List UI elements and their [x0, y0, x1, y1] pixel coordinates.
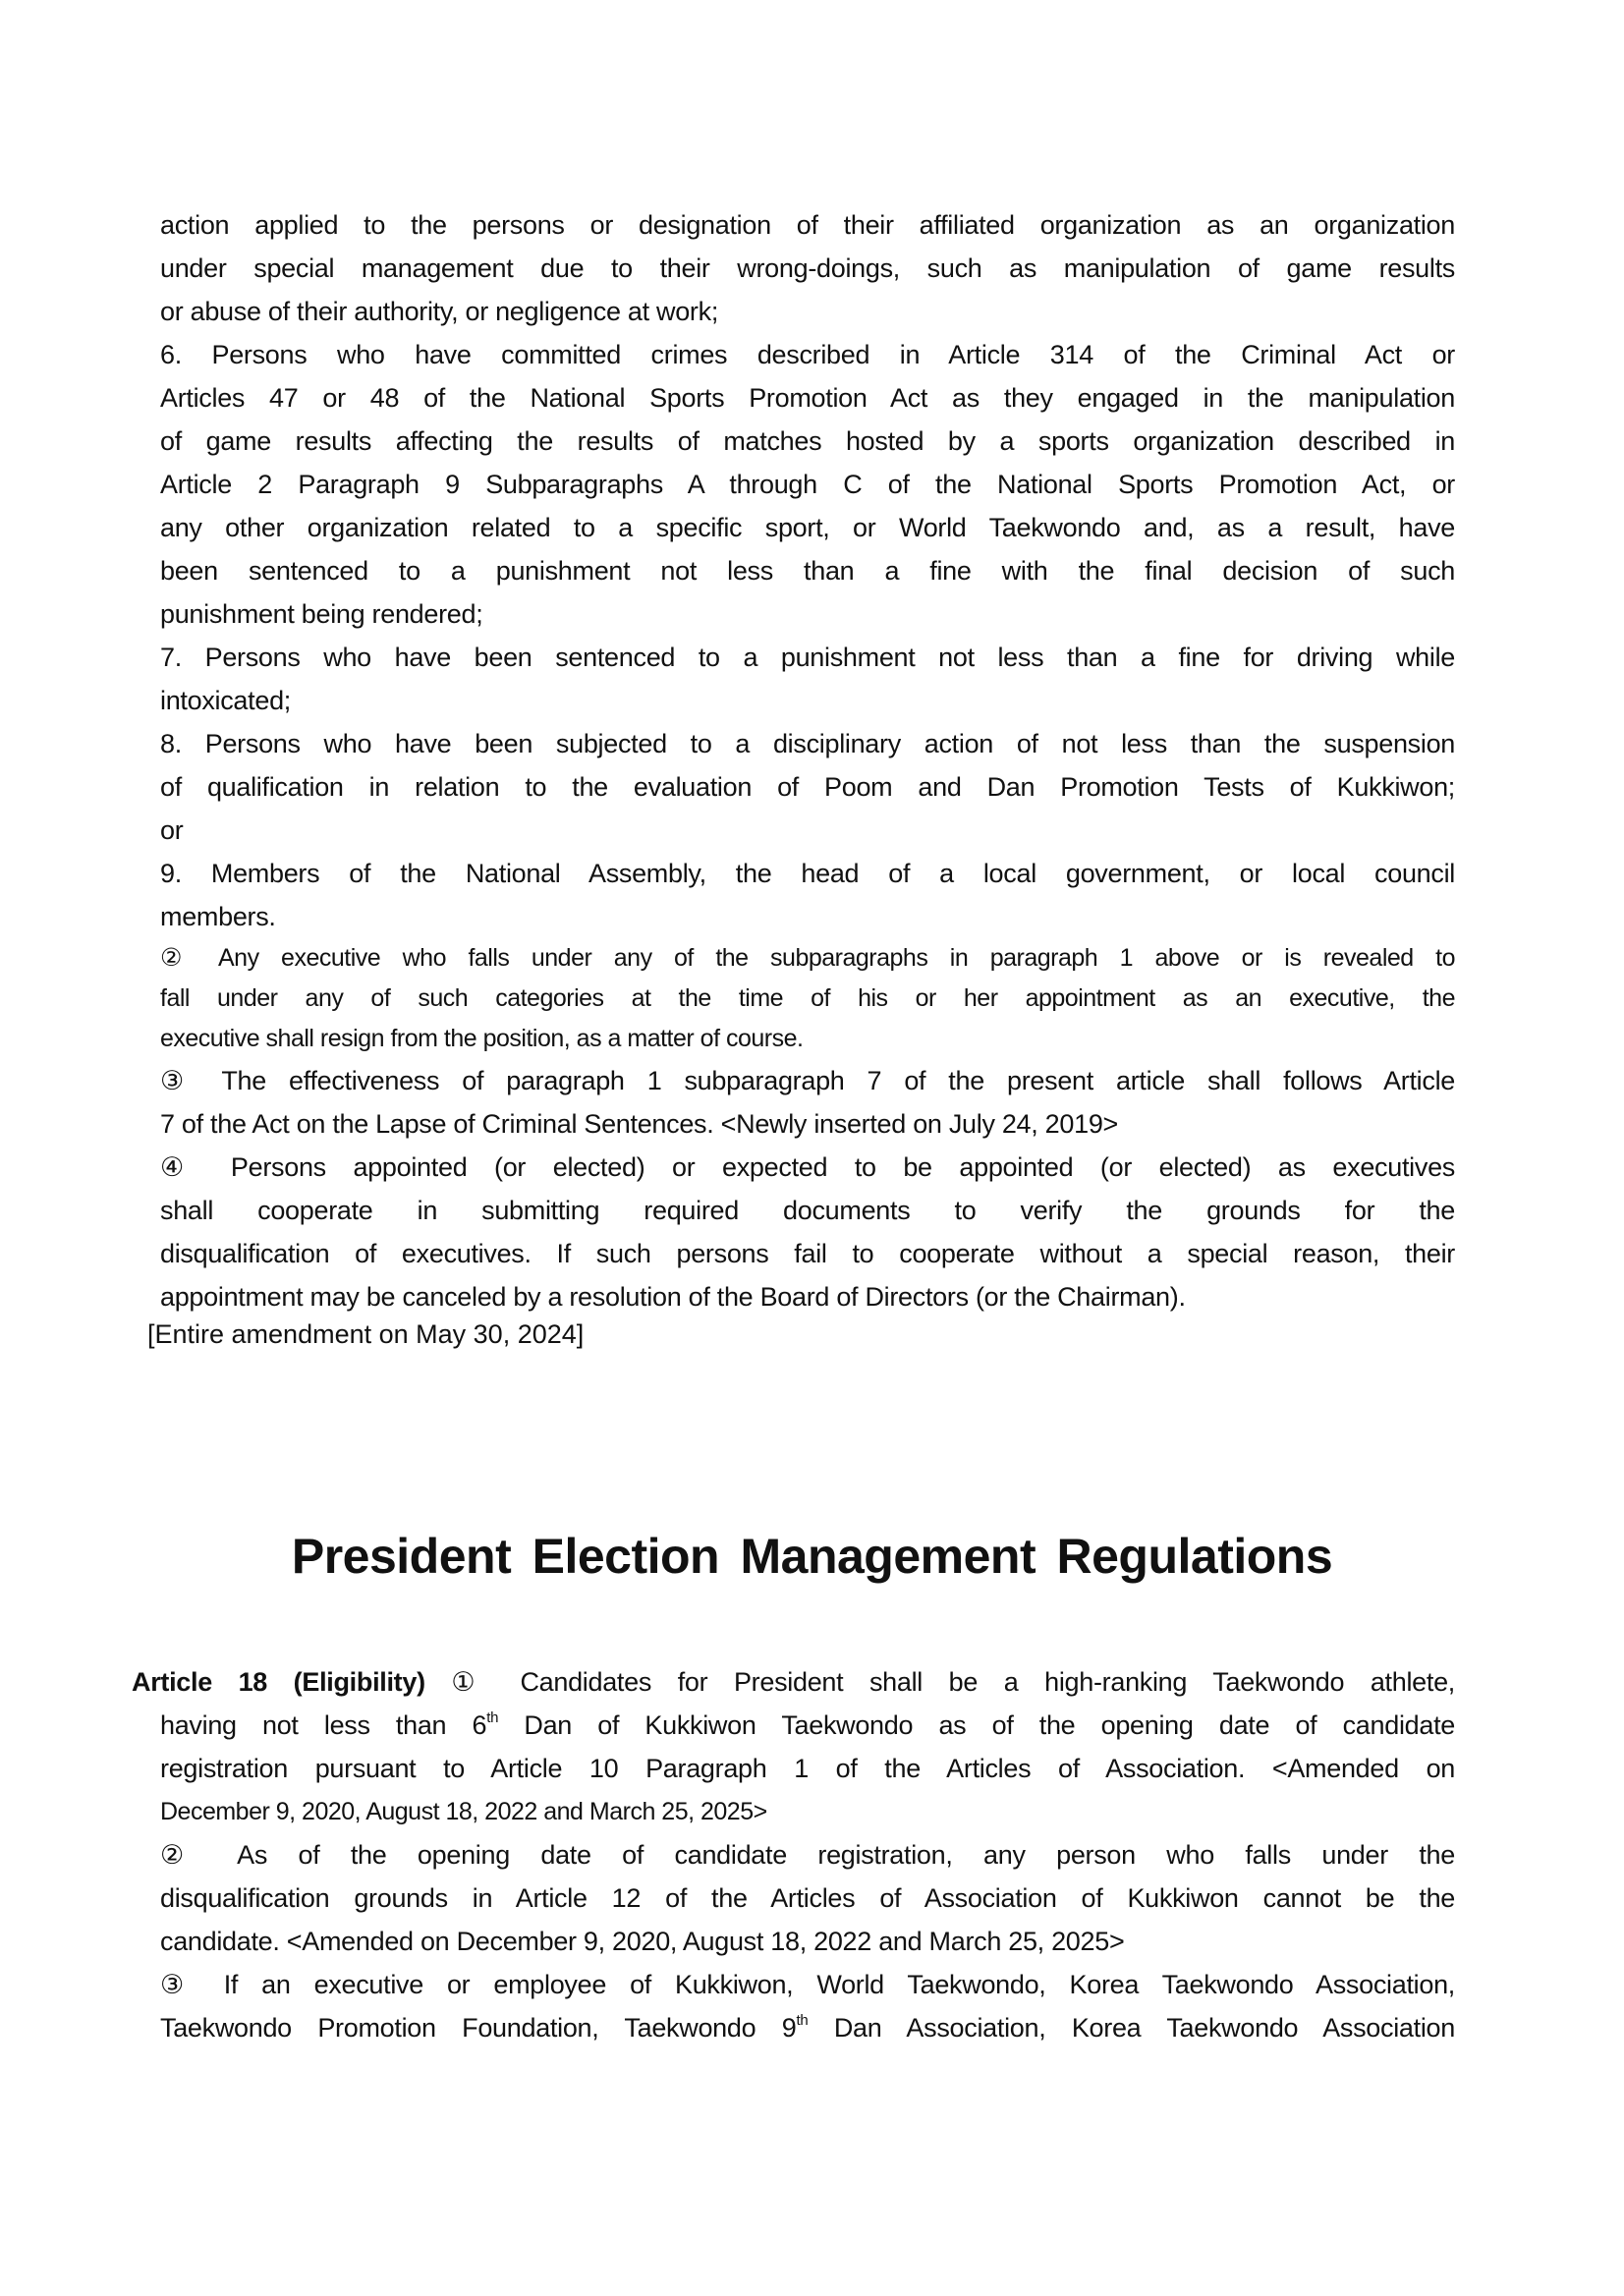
article-18-paragraph-3: ③ If an executive or employee of Kukkiwon, World Taekwondo, Korea Taekwondo Association, — [160, 1970, 1455, 1999]
text-span: Taekwondo Promotion Foundation, Taekwondo 9 — [160, 2013, 797, 2043]
text-line: shall cooperate in submitting required documents to verify the grounds for the — [160, 1196, 1455, 1225]
list-item-7: 7. Persons who have been sentenced to a punishment not less than a fine for driving while — [160, 643, 1455, 672]
text-line: fall under any of such categories at the time of his or her appointment as an executive, the — [160, 984, 1455, 1012]
paragraph-4: ④ Persons appointed (or elected) or expected to be appointed (or elected) as executives — [160, 1152, 1455, 1182]
text-line: any other organization related to a specific sport, or World Taekwondo and, as a result, have — [160, 513, 1455, 542]
text-line: or abuse of their authority, or negligence at work; — [160, 297, 719, 326]
text-line: or — [160, 815, 184, 845]
text-line: candidate. <Amended on December 9, 2020, August 18, 2022 and March 25, 2025> — [160, 1927, 1125, 1956]
text-line: Article 2 Paragraph 9 Subparagraphs A through C of the National Sports Promotion Act, or — [160, 470, 1455, 499]
article-18-paragraph-1 — [132, 1660, 1455, 1704]
text-line: disqualification of executives. If such persons fail to cooperate without a special reason, their — [160, 1239, 1455, 1268]
text-line: under special management due to their wrong-doings, such as manipulation of game results — [160, 253, 1455, 283]
text-line: appointment may be canceled by a resolution of the Board of Directors (or the Chairman). — [160, 1282, 1186, 1312]
text-line: of game results affecting the results of matches hosted by a sports organization described in — [160, 426, 1455, 456]
top-section — [160, 203, 1455, 1318]
text-span: having not less than 6 — [160, 1710, 487, 1740]
article-18-paragraph-2: ② As of the opening date of candidate registration, any person who falls under the — [160, 1840, 1455, 1870]
text-line: Articles 47 or 48 of the National Sports Promotion Act as they engaged in the manipulation — [160, 383, 1455, 413]
list-item-8: 8. Persons who have been subjected to a disciplinary action of not less than the suspension — [160, 729, 1455, 758]
section-title: President Election Management Regulations — [291, 1529, 1333, 1584]
amendment-note: [Entire amendment on May 30, 2024] — [147, 1319, 585, 1349]
superscript: th — [486, 1709, 499, 1726]
text-line — [132, 1704, 1455, 1747]
text-line: registration pursuant to Article 10 Paragraph 1 of the Articles of Association. <Amended on — [160, 1754, 1455, 1783]
text-line: of qualification in relation to the evaluation of Poom and Dan Promotion Tests of Kukkiwon; — [160, 772, 1455, 802]
text-span: Dan of Kukkiwon Taekwondo as of the opening date of candidate — [498, 1710, 1455, 1740]
text-line — [132, 2006, 1455, 2049]
text-line: intoxicated; — [160, 686, 291, 715]
superscript: th — [796, 2012, 809, 2029]
text-line: December 9, 2020, August 18, 2022 and March 25, 2025> — [160, 1798, 767, 1825]
paragraph-3: ③ The effectiveness of paragraph 1 subparagraph 7 of the present article shall follows Article — [160, 1066, 1455, 1095]
text-line: executive shall resign from the position, as a matter of course. — [160, 1025, 804, 1052]
text-line: been sentenced to a punishment not less than a fine with the final decision of such — [160, 556, 1455, 586]
text-line: disqualification grounds in Article 12 of the Articles of Association of Kukkiwon cannot be the — [160, 1883, 1455, 1913]
article-heading: Article 18 (Eligibility) — [132, 1667, 425, 1697]
text-span: Dan Association, Korea Taekwondo Association — [808, 2013, 1455, 2043]
text-line: members. — [160, 902, 276, 931]
paragraph-2: ② Any executive who falls under any of the subparagraphs in paragraph 1 above or is revealed to — [160, 944, 1455, 972]
text-line: action applied to the persons or designation of their affiliated organization as an organization — [160, 210, 1455, 240]
article-18 — [132, 1660, 1455, 2049]
text-line: punishment being rendered; — [160, 599, 483, 629]
list-item-6: 6. Persons who have committed crimes described in Article 314 of the Criminal Act or — [160, 340, 1455, 369]
text-line: 7 of the Act on the Lapse of Criminal Sentences. <Newly inserted on July 24, 2019> — [160, 1109, 1119, 1139]
list-item-9: 9. Members of the National Assembly, the head of a local government, or local council — [160, 859, 1455, 888]
text-line: ① Candidates for President shall be a high-ranking Taekwondo athlete, — [424, 1667, 1455, 1697]
